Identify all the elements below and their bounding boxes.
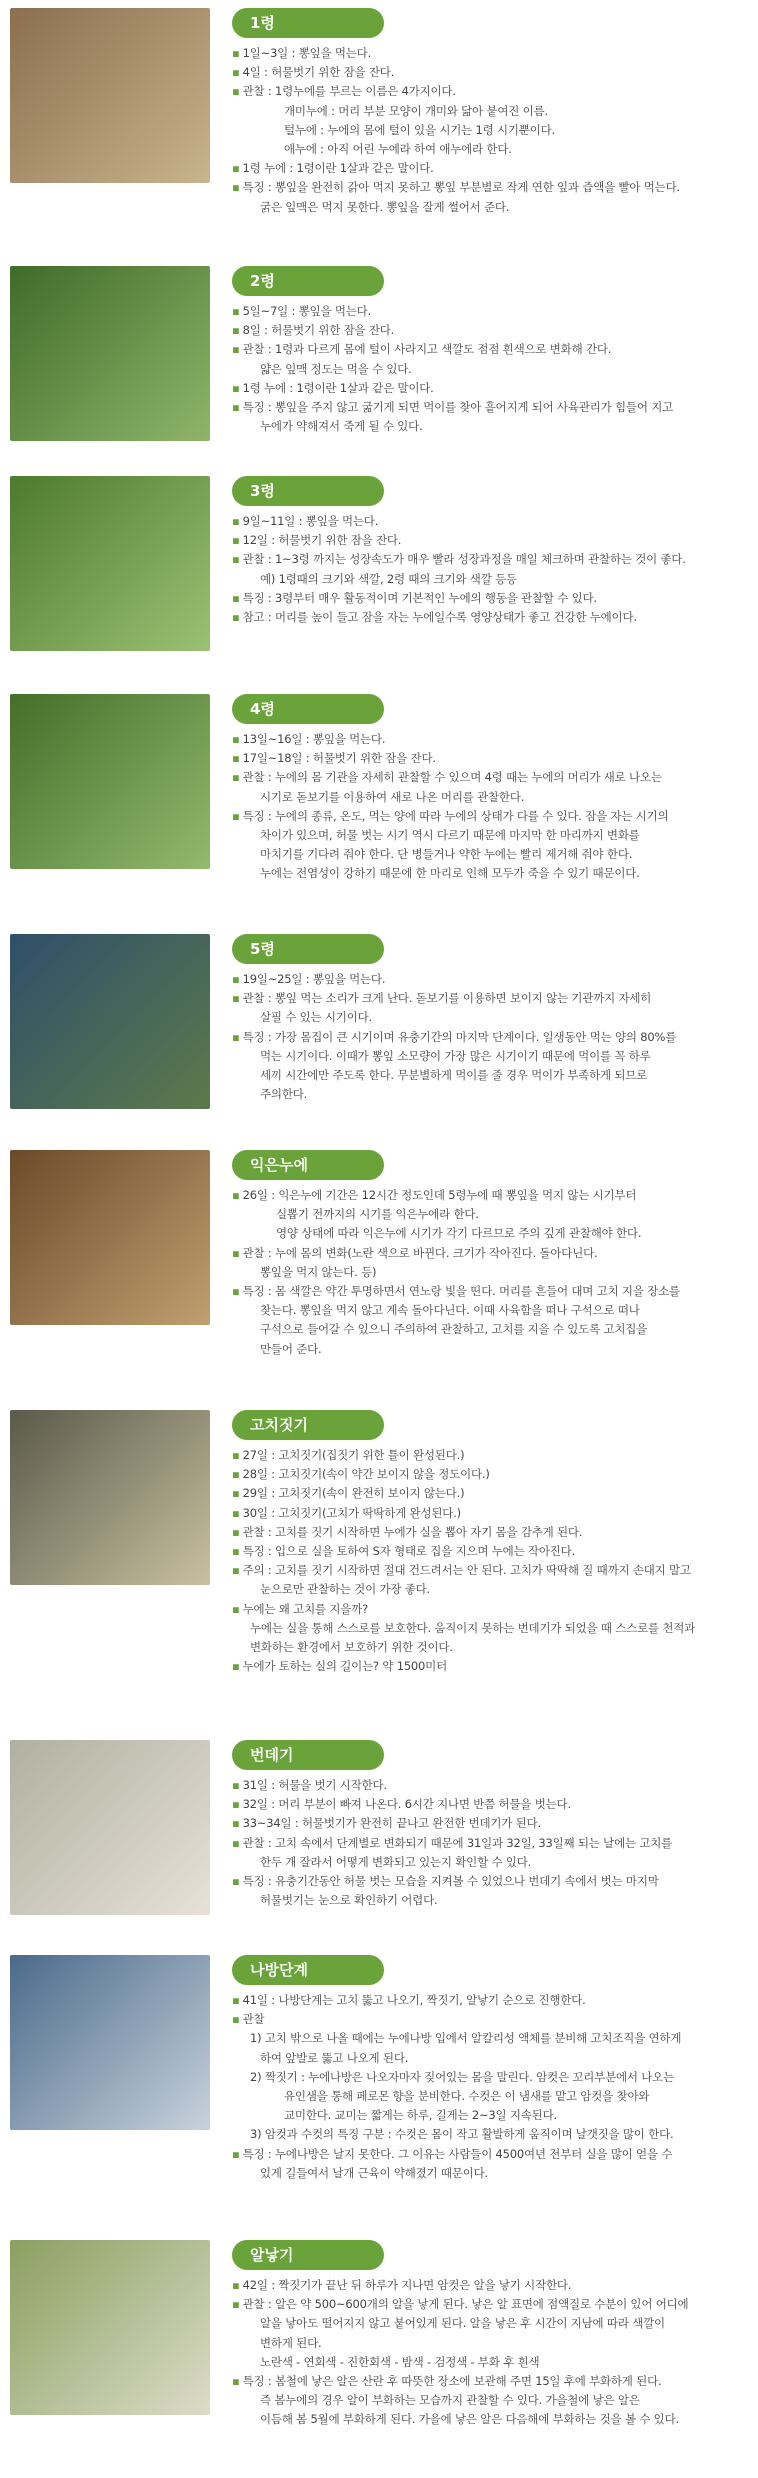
bullet-line	[232, 1465, 748, 1484]
bullet-line	[232, 608, 748, 627]
line-text: 29일 : 고치짓기(속이 완전히 보이지 않는다.)	[242, 1486, 465, 1501]
stage-description	[232, 730, 748, 884]
stage-description	[232, 1776, 748, 1910]
continuation-line	[232, 1853, 748, 1872]
line-text: 있게 길들여서 날개 근육이 약해졌기 때문이다.	[260, 2165, 489, 2180]
pupa-photo	[10, 1740, 210, 1915]
line-text: 관찰 : 알은 약 500~600개의 알을 낳게 된다. 낳은 알 표면에 점액질로 수분이 있어 어디에	[242, 2297, 689, 2312]
line-text: 개미누에 : 머리 부분 모양이 개미와 닮아 붙여진 이름.	[284, 103, 548, 118]
line-text: 관찰 : 뽕잎 먹는 소리가 크게 난다. 돋보기를 이용하면 보이지 않는 기관까지 자세히	[242, 991, 652, 1006]
cocoon-frames-photo	[10, 1410, 210, 1585]
continuation-line	[232, 1205, 748, 1224]
line-text: 관찰 : 1령누에를 부르는 이름은 4가지이다.	[242, 84, 456, 99]
stage-title: 고치짓기	[232, 1410, 384, 1440]
line-text: 교미한다. 교미는 짧게는 하루, 길게는 2~3일 지속된다.	[284, 2108, 557, 2123]
line-text: 8일 : 허물벗기 위한 잠을 잔다.	[242, 323, 395, 338]
mature-silkworm-photo	[10, 1150, 210, 1325]
line-text: 4일 : 허물벗기 위한 잠을 잔다.	[242, 65, 395, 80]
bullet-line	[232, 159, 748, 178]
line-text: 변하게 된다.	[260, 2335, 322, 2350]
line-text: 누에가 토하는 실의 길이는? 약 1500미터	[242, 1659, 447, 1674]
line-text: 살필 수 있는 시기이다.	[260, 1010, 373, 1025]
stage-title: 익은누에	[232, 1150, 384, 1180]
bullet-line	[232, 730, 748, 749]
line-text: 차이가 있으며, 허물 벗는 시기 역시 다르기 때문에 마지막 한 마리까지 변화를	[260, 827, 640, 842]
bullet-line	[232, 398, 748, 417]
line-text: 노란색 - 연회색 - 진한회색 - 밤색 - 검정색 - 부화 후 흰색	[260, 2354, 540, 2369]
line-text: 33~34일 : 허물벗기가 완전히 끝나고 완전한 번데기가 된다.	[242, 1816, 541, 1831]
line-text: 실뽑기 전까지의 시기를 익은누에라 한다.	[276, 1207, 479, 1222]
line-text: 특징 : 입으로 실을 토하여 S자 형태로 집을 지으며 누에는 작아진다.	[242, 1543, 576, 1558]
bullet-line	[232, 807, 748, 826]
line-text: 마치기를 기다려 줘야 한다. 단 병들거나 약한 누에는 빨리 제거해 줘야 한다.	[260, 847, 633, 862]
line-text: 1일~3일 : 뽕잎을 먹는다.	[242, 46, 372, 60]
bullet-line	[232, 321, 748, 340]
line-text: 눈으로만 관찰하는 것이 가장 좋다.	[260, 1582, 431, 1597]
stage-description	[232, 302, 748, 436]
line-text: 뽕잎을 먹지 않는다. 등)	[260, 1264, 377, 1279]
line-text: 특징 : 가장 몸집이 큰 시기이며 유충기간의 마지막 단계이다. 일생동안 먹는 양의 80%를	[242, 1029, 677, 1044]
line-text: 시기로 돋보기를 이용하여 새로 나온 머리를 관찰한다.	[260, 789, 525, 804]
line-text: 특징 : 누에의 종류, 온도, 먹는 양에 따라 누에의 상태가 다를 수 있다. 잠을 자는 시기의	[242, 808, 669, 823]
line-text: 먹는 시기이다. 이때가 뽕잎 소모량이 가장 많은 시기이기 때문에 먹이를 꼭 하루	[260, 1048, 651, 1063]
line-text: 예) 1령때의 크기와 색깔, 2령 때의 크기와 색깔 등등	[260, 571, 517, 586]
bullet-line	[232, 2145, 748, 2164]
bullet-line	[232, 2295, 748, 2314]
line-text: 27일 : 고치짓기(집짓기 위한 틀이 완성된다.)	[242, 1448, 465, 1462]
stage-description	[232, 970, 748, 1104]
stage-description	[232, 2276, 748, 2430]
continuation-line	[232, 1619, 748, 1638]
line-text: 누에는 왜 고치를 지을까?	[242, 1601, 368, 1616]
stage-description	[232, 1186, 748, 1359]
line-text: 찾는다. 뽕잎을 먹지 않고 계속 돌아다닌다. 이때 사육함을 떠나 구석으로 떠나	[260, 1303, 640, 1318]
bullet-line	[232, 1028, 748, 1047]
continuation-line	[232, 1320, 748, 1339]
continuation-line	[232, 788, 748, 807]
line-text: 관찰 : 고치 속에서 단계별로 변화되기 때문에 31일과 32일, 33일째 되는 날에는 고치를	[242, 1835, 673, 1850]
line-text: 32일 : 머리 부분이 빠져 나온다. 6시간 지나면 반쯤 허물을 벗는다.	[242, 1797, 571, 1812]
continuation-line	[232, 826, 748, 845]
silk-moths-photo	[10, 1955, 210, 2130]
line-text: 구석으로 들어갈 수 있으니 주의하여 관찰하고, 고치를 지을 수 있도록 고치집을	[260, 1322, 648, 1337]
line-text: 얇은 잎맥 정도는 먹을 수 있다.	[260, 361, 412, 376]
bullet-line	[232, 1834, 748, 1853]
bullet-line	[232, 82, 748, 101]
continuation-line	[232, 2353, 748, 2372]
silkworm-on-leaf-photo	[10, 266, 210, 441]
bullet-line	[232, 1600, 748, 1619]
fifth-instar-silkworm-photo	[10, 934, 210, 1109]
line-text: 누에가 약해져서 죽게 될 수 있다.	[260, 419, 423, 434]
bullet-line	[232, 1446, 748, 1465]
bullet-line	[232, 63, 748, 82]
continuation-line	[232, 1066, 748, 1085]
continuation-line	[232, 198, 748, 217]
line-text: 26일 : 익은누에 기간은 12시간 정도인데 5령누에 때 뽕잎을 먹지 않는 시기부터	[242, 1188, 637, 1202]
stage-title: 알낳기	[232, 2240, 384, 2270]
line-text: 주의한다.	[260, 1087, 308, 1102]
stage-title: 번데기	[232, 1740, 384, 1770]
continuation-line	[232, 570, 748, 589]
line-text: 특징 : 3령부터 매우 활동적이며 기본적인 누에의 행동을 관찰할 수 있다.	[242, 590, 597, 605]
continuation-line	[232, 1301, 748, 1320]
line-text: 17일~18일 : 허물벗기 위한 잠을 잔다.	[242, 751, 436, 766]
bullet-line	[232, 44, 748, 63]
line-text: 관찰	[242, 2012, 265, 2027]
line-text: 1령 누에 : 1령이란 1살과 같은 말이다.	[242, 380, 434, 395]
stage-title: 4령	[232, 694, 384, 724]
line-text: 특징 : 누에나방은 날지 못한다. 그 이유는 사람들이 4500여년 전부터 실을 많이 얻을 수	[242, 2146, 673, 2161]
bullet-line	[232, 512, 748, 531]
bullet-line	[232, 989, 748, 1008]
line-text: 즉 봄누에의 경우 알이 부화하는 모습까지 관찰할 수 있다. 가을철에 낳은 알은	[260, 2393, 640, 2408]
line-text: 영양 상태에 따라 익은누에 시기가 각기 다르므로 주의 깊게 관찰해야 한다.	[276, 1226, 642, 1241]
stage-title: 2령	[232, 266, 384, 296]
bullet-line	[232, 379, 748, 398]
continuation-line	[232, 2029, 748, 2048]
line-text: 털누에 : 누에의 몸에 털이 있을 시기는 1령 시기뿐이다.	[284, 122, 555, 137]
bullet-line	[232, 749, 748, 768]
bullet-line	[232, 1282, 748, 1301]
moth-laying-eggs-photo	[10, 2240, 210, 2415]
bullet-line	[232, 970, 748, 989]
stage-description	[232, 512, 748, 627]
stage-description	[232, 1991, 748, 2183]
line-text: 만들어 준다.	[260, 1341, 322, 1356]
line-text: 28일 : 고치짓기(속이 약간 보이지 않을 정도이다.)	[242, 1467, 490, 1482]
line-text: 알을 낳아도 떨어지지 않고 붙어있게 된다. 알을 낳은 후 시간이 지남에 따라 색깔이	[260, 2316, 665, 2331]
line-text: 3) 암컷과 수컷의 특징 구분 : 수컷은 몸이 작고 활발하게 움직이며 날갯짓을 많이 한다.	[250, 2127, 674, 2142]
line-text: 참고 : 머리를 높이 들고 잠을 자는 누에일수록 영양상태가 좋고 건강한 누에이다.	[242, 609, 637, 624]
stage-title: 1령	[232, 8, 384, 38]
bullet-line	[232, 1244, 748, 1263]
line-text: 41일 : 나방단계는 고치 뚫고 나오기, 짝짓기, 알낳기 순으로 진행한다.	[242, 1993, 586, 2007]
bullet-line	[232, 1795, 748, 1814]
stage-title: 나방단계	[232, 1955, 384, 1985]
continuation-line	[232, 1008, 748, 1027]
bullet-line	[232, 550, 748, 569]
line-text: 1) 고치 밖으로 나올 때에는 누에나방 입에서 알칼리성 액체를 분비해 고치조직을 연하게	[250, 2031, 682, 2046]
bullet-line	[232, 340, 748, 359]
line-text: 이듬해 봄 5월에 부화하게 된다. 가을에 낳은 알은 다음해에 부화하는 것을 볼 수 있다.	[260, 2412, 679, 2427]
bullet-line	[232, 531, 748, 550]
line-text: 1령 누에 : 1령이란 1살과 같은 말이다.	[242, 161, 434, 176]
bullet-line	[232, 1484, 748, 1503]
continuation-line	[232, 2391, 748, 2410]
line-text: 관찰 : 누에 몸의 변화(노란 색으로 바뀐다. 크기가 작아진다. 돌아다닌다.	[242, 1245, 598, 1260]
bullet-line	[232, 1523, 748, 1542]
bullet-line	[232, 589, 748, 608]
line-text: 누에는 전염성이 강하기 때문에 한 마리로 인해 모두가 죽을 수 있기 때문이다.	[260, 866, 640, 881]
bullet-line	[232, 768, 748, 787]
stage-title: 5령	[232, 934, 384, 964]
continuation-line	[232, 140, 748, 159]
line-text: 관찰 : 1령과 다르게 몸에 털이 사라지고 색깔도 점점 흰색으로 변화해 간다.	[242, 342, 612, 357]
line-text: 31일 : 허물을 벗기 시작한다.	[242, 1778, 387, 1792]
bullet-line	[232, 1776, 748, 1795]
continuation-line	[232, 1891, 748, 1910]
continuation-line	[232, 2068, 748, 2087]
continuation-line	[232, 1580, 748, 1599]
bullet-line	[232, 1814, 748, 1833]
bullet-line	[232, 1504, 748, 1523]
continuation-line	[232, 2334, 748, 2353]
continuation-line	[232, 2164, 748, 2183]
continuation-line	[232, 2125, 748, 2144]
line-text: 관찰 : 고치를 짓기 시작하면 누에가 실을 뽑아 자기 몸을 감추게 된다.	[242, 1524, 583, 1539]
continuation-line	[232, 1638, 748, 1657]
line-text: 허물벗기는 눈으로 확인하기 어렵다.	[260, 1893, 438, 1908]
line-text: 특징 : 뽕잎을 주지 않고 굶기게 되면 먹이를 찾아 흩어지게 되어 사육관리가 힘들어 지고	[242, 399, 674, 414]
line-text: 변화하는 환경에서 보호하기 위한 것이다.	[250, 1639, 453, 1654]
continuation-line	[232, 2410, 748, 2429]
bullet-line	[232, 2372, 748, 2391]
stage-description	[232, 1446, 748, 1676]
continuation-line	[232, 1047, 748, 1066]
line-text: 유인샘을 통해 페로몬 향을 분비한다. 수컷은 이 냄새를 맡고 암컷을 찾아와	[284, 2088, 650, 2103]
line-text: 애누에 : 아직 어린 누에라 하여 애누에라 한다.	[284, 141, 512, 156]
silkworm-larva-photo	[10, 8, 210, 183]
continuation-line	[232, 121, 748, 140]
stage-title: 3령	[232, 476, 384, 506]
continuation-line	[232, 1224, 748, 1243]
line-text: 5일~7일 : 뽕잎을 먹는다.	[242, 304, 372, 318]
line-text: 세끼 시간에만 주도록 한다. 무분별하게 먹이를 줄 경우 먹이가 부족하게 되므로	[260, 1067, 648, 1082]
line-text: 19일~25일 : 뽕잎을 먹는다.	[242, 972, 386, 986]
continuation-line	[232, 1085, 748, 1104]
line-text: 2) 짝짓기 : 누에나방은 나오자마자 짖어있는 몸을 말린다. 암컷은 꼬리부분에서 나오는	[250, 2069, 674, 2084]
bullet-line	[232, 1561, 748, 1580]
continuation-line	[232, 360, 748, 379]
bullet-line	[232, 1186, 748, 1205]
large-silkworms-photo	[10, 694, 210, 869]
line-text: 특징 : 유충기간동안 허물 벗는 모습을 지켜볼 수 있었으나 번데기 속에서 벗는 마지막	[242, 1873, 659, 1888]
continuation-line	[232, 1340, 748, 1359]
continuation-line	[232, 2049, 748, 2068]
line-text: 30일 : 고치짓기(고치가 딱딱하게 완성된다.)	[242, 1505, 461, 1520]
continuation-line	[232, 845, 748, 864]
bullet-line	[232, 1872, 748, 1891]
line-text: 13일~16일 : 뽕잎을 먹는다.	[242, 732, 386, 746]
line-text: 특징 : 봄철에 낳은 알은 산란 후 따뜻한 장소에 보관해 주면 15일 후에 부화하게 된다.	[242, 2373, 662, 2388]
line-text: 관찰 : 누에의 몸 기관을 자세히 관찰할 수 있으며 4령 때는 누에의 머리가 새로 나오는	[242, 770, 662, 785]
bullet-line	[232, 1542, 748, 1561]
bullet-line	[232, 2276, 748, 2295]
line-text: 주의 : 고치를 짓기 시작하면 절대 건드려서는 안 된다. 고치가 딱딱해 질 때까지 손대지 말고	[242, 1563, 691, 1578]
bullet-line	[232, 302, 748, 321]
continuation-line	[232, 2087, 748, 2106]
bullet-line	[232, 2010, 748, 2029]
bullet-line	[232, 1657, 748, 1676]
continuation-line	[232, 2314, 748, 2333]
line-text: 누에는 실을 통해 스스로를 보호한다. 움직이지 못하는 번데기가 되었을 때 스스로를 천적과	[250, 1620, 696, 1635]
continuation-line	[232, 1263, 748, 1282]
line-text: 42일 : 짝짓기가 끝난 뒤 하루가 지나면 암컷은 알을 낳기 시작한다.	[242, 2278, 572, 2292]
continuation-line	[232, 864, 748, 883]
silkworms-on-leaves-photo	[10, 476, 210, 651]
line-text: 12일 : 허물벗기 위한 잠을 잔다.	[242, 533, 402, 548]
continuation-line	[232, 2106, 748, 2125]
line-text: 특징 : 몸 색깔은 약간 투명하면서 연노랑 빛을 띤다. 머리를 흔들어 대며 고치 지을 장소를	[242, 1283, 680, 1298]
line-text: 하여 앞발로 뚫고 나오게 된다.	[260, 2050, 409, 2065]
continuation-line	[232, 417, 748, 436]
continuation-line	[232, 102, 748, 121]
bullet-line	[232, 178, 748, 197]
line-text: 9일~11일 : 뽕잎을 먹는다.	[242, 514, 379, 528]
line-text: 한두 개 잘라서 어떻게 변화되고 있는지 확인할 수 있다.	[260, 1854, 532, 1869]
line-text: 굵은 잎맥은 먹지 못한다. 뽕잎을 잘게 썰어서 준다.	[260, 199, 510, 214]
stage-description	[232, 44, 748, 217]
line-text: 특징 : 뽕잎을 완전히 갉아 먹지 못하고 뽕잎 부분별로 작게 연한 잎과 즙액을 빨아 먹는다.	[242, 180, 680, 195]
line-text: 관찰 : 1~3령 까지는 성장속도가 매우 빨라 성장과정을 매일 체크하며 관찰하는 것이 좋다.	[242, 552, 686, 567]
bullet-line	[232, 1991, 748, 2010]
